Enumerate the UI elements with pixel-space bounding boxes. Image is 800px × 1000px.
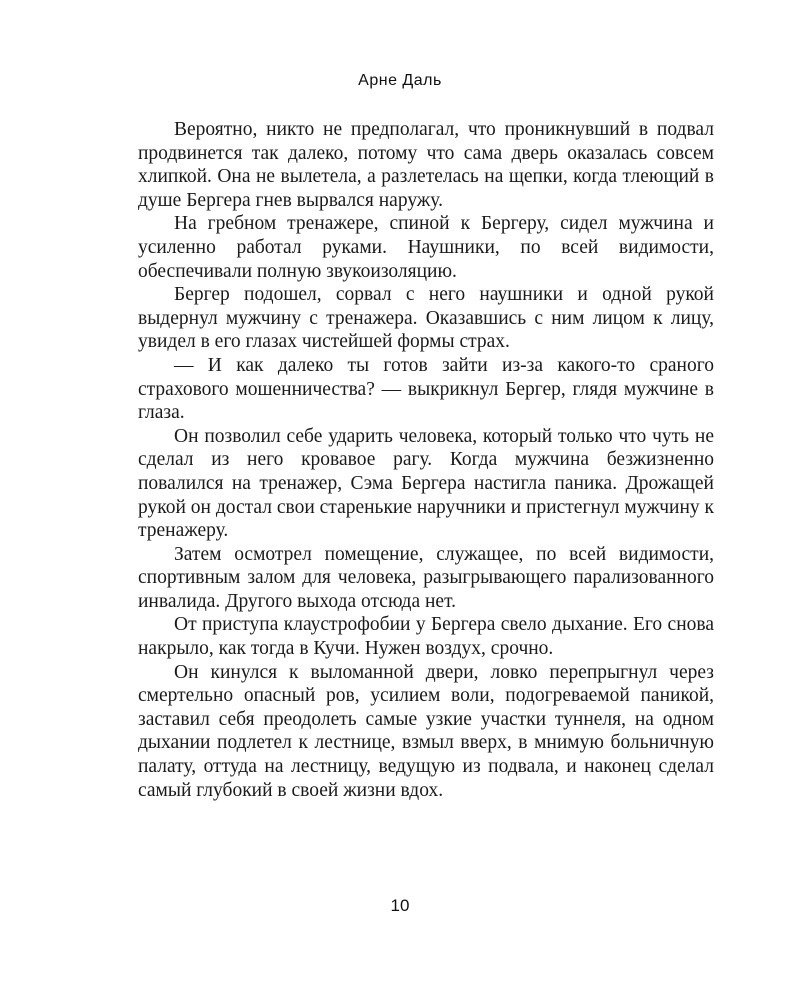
paragraph: Он позволил себе ударить человека, который только что чуть не сделал из него кровавое рагу. Когда мужчина безжизненно повалился на тренажер, Сэма Бергера настигла паника. Дрожащей рукой он достал свои старенькие наручники и пристегнул мужчину к тренажеру. xyxy=(138,425,714,542)
body-text xyxy=(138,118,714,802)
paragraph: Затем осмотрел помещение, служащее, по всей видимости, спортивным залом для человека, разыгрывающего парализованного инвалида. Другого выхода отсюда нет. xyxy=(138,543,714,612)
page-number: 10 xyxy=(390,896,410,915)
paragraph: Он кинулся к выломанной двери, ловко перепрыгнул через смертельно опасный ров, усилием воли, подогреваемой паникой, заставил себя преодолеть самые узкие участки туннеля, на одном дыхании подлетел к лестнице, взмыл вверх, в мнимую больничную палату, оттуда на лестницу, ведущую из подвала, и наконец сделал самый глубокий в своей жизни вдох. xyxy=(138,661,714,801)
running-header-author: Арне Даль xyxy=(358,72,442,89)
paragraph: Бергер подошел, сорвал с него наушники и одной рукой выдернул мужчину с тренажера. Оказавшись с ним лицом к лицу, увидел в его глазах чистейшей формы страх. xyxy=(138,284,714,353)
paragraph: — И как далеко ты готов зайти из-за какого-то сраного страхового мошенничества? — выкрикнул Бергер, глядя мужчине в глаза. xyxy=(138,354,714,424)
paragraph: Вероятно, никто не предполагал, что проникнувший в подвал продвинется так далеко, потому что сама дверь оказалась совсем хлипкой. Она не вылетела, а разлетелась на щепки, когда тлеющий в душе Бергера гнев вырвался наружу. xyxy=(138,119,714,211)
paragraph: От приступа клаустрофобии у Бергера свело дыхание. Его снова накрыло, как тогда в Кучи. Нужен воздух, срочно. xyxy=(138,614,714,660)
paragraph: На гребном тренажере, спиной к Бергеру, сидел мужчина и усиленно работал руками. Наушники, по всей видимости, обеспечивали полную звукоизоляцию. xyxy=(138,213,714,282)
